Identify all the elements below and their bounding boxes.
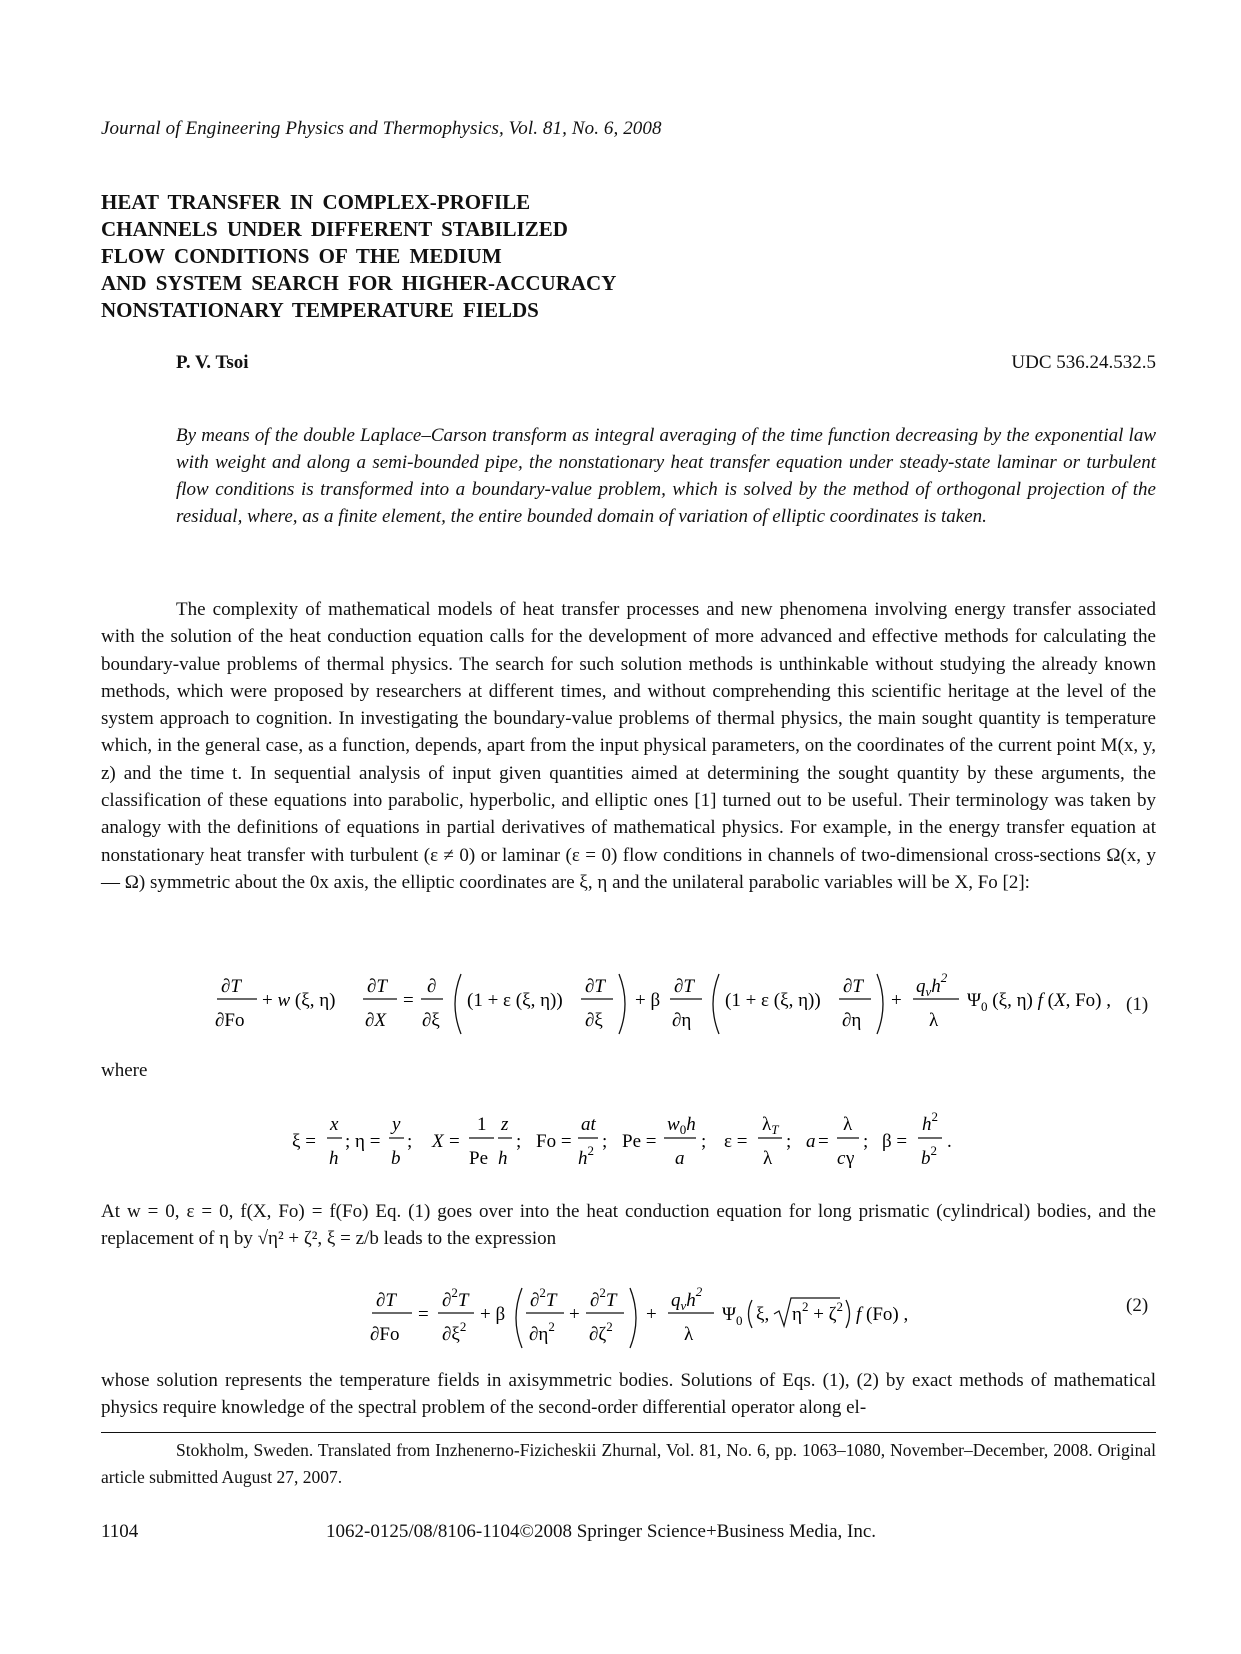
svg-text:∂T: ∂T xyxy=(221,976,241,997)
svg-text:;: ; xyxy=(786,1131,792,1152)
udc-code: UDC 536.24.532.5 xyxy=(1011,352,1156,373)
svg-text:f (Fo) ,: f (Fo) , xyxy=(856,1304,909,1325)
svg-text:∂T: ∂T xyxy=(843,976,863,997)
svg-text:+ w (ξ, η): + w (ξ, η) xyxy=(262,990,336,1011)
title-line: NONSTATIONARY TEMPERATURE FIELDS xyxy=(101,298,539,322)
svg-text:+: + xyxy=(569,1304,580,1325)
copyright-line: 1062-0125/08/8106-1104©2008 Springer Science+Business Media, Inc. xyxy=(326,1521,877,1542)
svg-text:w0h: $w_0h$ xyxy=(667,1114,696,1137)
svg-text:∂X: ∂X xyxy=(365,1010,386,1031)
svg-text:+ β: + β xyxy=(480,1304,506,1325)
svg-text:∂T: ∂T xyxy=(585,976,605,997)
svg-text:a: a xyxy=(675,1148,685,1169)
title-line: FLOW CONDITIONS OF THE MEDIUM xyxy=(101,244,502,268)
journal-header: Journal of Engineering Physics and Thermophysics, Vol. 81, No. 6, 2008 xyxy=(101,118,662,139)
paragraph-1: The complexity of mathematical models of heat transfer processes and new phenomena involving energy transfer associated with the solution of the heat conduction equation calls for the development of more advanced and effective methods for calculating the boundary-value problems of thermal physics. The search for such solution methods is unthinkable without studying the already known methods, which were proposed by researchers at different times, and without comprehending this scientific heritage at the level of the system approach to cognition. In investigating the boundary-value problems of thermal physics, the main sought quantity is temperature which, in the general case, as a function, depends, apart from the input physical parameters, on the coordinates of the current point M(x, y, z) and the time t. In sequential analysis of input given quantities aimed at determining the sought quantity by these arguments, the classification of these equations into parabolic, hyperbolic, and elliptic ones [1] turned out to be useful. Their terminology was taken by analogy with the definitions of equations in partial derivatives of mathematical physics. For example, in the energy transfer equation at nonstationary heat transfer with turbulent (ε ≠ 0) or laminar (ε = 0) flow conditions in channels of two-dimensional cross-sections Ω(x, y — Ω) symmetric about the 0x axis, the elliptic coordinates are ξ, η and the unilateral parabolic variables will be X, Fo [2]: xyxy=(101,599,1156,893)
footnote-divider xyxy=(101,1432,1156,1433)
svg-text:+: + xyxy=(891,990,902,1011)
svg-text:ξ,: ξ, xyxy=(756,1304,770,1325)
title-line: HEAT TRANSFER IN COMPLEX-PROFILE xyxy=(101,190,531,214)
svg-text:(1 + ε (ξ, η)): (1 + ε (ξ, η)) xyxy=(725,990,821,1011)
svg-text:∂ξ: ∂ξ xyxy=(422,1010,440,1031)
svg-text:∂: ∂ xyxy=(427,976,437,997)
author: P. V. Tsoi xyxy=(176,352,249,373)
abstract: By means of the double Laplace–Carson transform as integral averaging of the time function decreasing by the exponential law with weight and along a semi-bounded pipe, the nonstationary heat transfer equation under steady-state laminar or turbulent flow conditions is transformed into a boundary-value problem, which is solved by the method of orthogonal projection of the residual, where, as a finite element, the entire bounded domain of variation of elliptic coordinates is taken. xyxy=(176,425,1156,527)
title-line: CHANNELS UNDER DIFFERENT STABILIZED xyxy=(101,217,568,241)
svg-text:;: ; xyxy=(701,1131,707,1152)
svg-text:h2: $h^2$ xyxy=(578,1143,594,1169)
svg-text:x: x xyxy=(330,1114,339,1135)
equation-2-number: (2) xyxy=(1126,1295,1149,1316)
svg-text:Pe =: Pe = xyxy=(622,1131,657,1152)
svg-text:∂ζ2: $\partial\zeta^2$ xyxy=(589,1319,613,1345)
svg-text:b: b xyxy=(391,1148,401,1169)
svg-text:h2: $h^2$ xyxy=(922,1109,938,1135)
svg-text:=: = xyxy=(449,1131,460,1152)
svg-text:∂Fo: ∂Fo xyxy=(370,1324,400,1345)
svg-text:=: = xyxy=(418,1304,429,1325)
svg-text:∂η2: $\partial\eta^2$ xyxy=(529,1319,555,1345)
svg-text:qvh2: $q_vh^2$ xyxy=(671,1284,703,1313)
svg-text:;: ; xyxy=(516,1131,522,1152)
svg-text:+: + xyxy=(646,1304,657,1325)
svg-text:qvh2: $q_vh^2$ xyxy=(916,970,948,999)
svg-text:∂ξ2: $\partial\xi^2$ xyxy=(442,1319,467,1345)
svg-text:λ: λ xyxy=(843,1114,853,1135)
paragraph-3: whose solution represents the temperature fields in axisymmetric bodies. Solutions of Eqs. (1), (2) by exact methods of mathematical physics require knowledge of the spectral problem of the second-order differential operator along el- xyxy=(101,1370,1156,1419)
svg-text:λ: λ xyxy=(684,1324,694,1345)
where-label: where xyxy=(101,1060,148,1081)
svg-text:=: = xyxy=(818,1131,829,1152)
svg-text:∂2T: ∂$^2$T xyxy=(442,1285,469,1311)
paragraph-2: At w = 0, ε = 0, f(X, Fo) = f(Fo) Eq. (1) goes over into the heat conduction equation for long prismatic (cylindrical) bodies, and the replacement of η by √η² + ζ², ξ = z/b leads to the expression xyxy=(101,1201,1156,1250)
title-line: AND SYSTEM SEARCH FOR HIGHER-ACCURACY xyxy=(101,271,617,295)
svg-text:1: 1 xyxy=(477,1114,487,1135)
svg-text:η2 + ζ2: $\eta^2 + \zeta^2$ xyxy=(792,1299,844,1325)
svg-text:.: . xyxy=(947,1131,952,1152)
svg-text:β =: β = xyxy=(882,1131,908,1152)
svg-text:ξ =: ξ = xyxy=(292,1131,316,1152)
svg-text:∂T: ∂T xyxy=(367,976,387,997)
svg-text:h: h xyxy=(329,1148,339,1169)
svg-text:Pe: Pe xyxy=(469,1148,488,1169)
svg-text:z: z xyxy=(501,1114,509,1135)
svg-text:∂ξ: ∂ξ xyxy=(585,1010,603,1031)
svg-text:=: = xyxy=(403,990,414,1011)
svg-text:;: ; xyxy=(863,1131,869,1152)
svg-text:X: X xyxy=(432,1131,444,1152)
svg-text:y: y xyxy=(392,1114,401,1135)
svg-text:Ψ0: $\Psi_0$ xyxy=(722,1304,743,1328)
svg-text:∂T: ∂T xyxy=(674,976,694,997)
svg-text:ε =: ε = xyxy=(724,1131,748,1152)
svg-text:γ: γ xyxy=(846,1148,855,1169)
svg-text:a: a xyxy=(806,1131,816,1152)
svg-text:∂η: ∂η xyxy=(672,1010,692,1031)
equation-1 xyxy=(215,968,1111,1048)
svg-text:∂T: ∂T xyxy=(376,1290,396,1311)
svg-text:b2: $b^2$ xyxy=(921,1143,937,1169)
svg-text:λT: $\lambda_T$ xyxy=(762,1114,779,1137)
svg-text:∂Fo: ∂Fo xyxy=(215,1010,245,1031)
svg-text:c: c xyxy=(837,1148,846,1169)
svg-text:(1 + ε (ξ, η)): (1 + ε (ξ, η)) xyxy=(467,990,563,1011)
paper-title xyxy=(101,189,801,324)
svg-text:∂2T: ∂$^2$T xyxy=(530,1285,557,1311)
svg-text:λ: λ xyxy=(763,1148,773,1169)
svg-text:;: ; xyxy=(407,1131,413,1152)
svg-text:∂η: ∂η xyxy=(842,1010,862,1031)
variable-definitions xyxy=(292,1110,992,1180)
svg-text:at: at xyxy=(581,1114,596,1135)
footnote: Stokholm, Sweden. Translated from Inzhenerno-Fizicheskii Zhurnal, Vol. 81, No. 6, pp. 1063–1080, November–December, 2008. Original article submitted August 27, 2007. xyxy=(101,1440,1156,1487)
svg-text:;: ; xyxy=(602,1131,608,1152)
svg-text:+ β: + β xyxy=(635,990,661,1011)
equation-1-number: (1) xyxy=(1126,994,1149,1015)
svg-text:h: h xyxy=(498,1148,508,1169)
svg-text:λ: λ xyxy=(929,1010,939,1031)
page-number: 1104 xyxy=(101,1521,139,1542)
equation-2 xyxy=(370,1282,930,1362)
svg-text:; η =: ; η = xyxy=(345,1131,381,1152)
svg-text:Fo =: Fo = xyxy=(536,1131,572,1152)
svg-text:∂2T: ∂$^2$T xyxy=(590,1285,617,1311)
svg-text:Ψ0 (ξ, η) f (X, Fo) ,: $\Psi_0$ (ξ, η) f (X, Fo) , xyxy=(967,990,1111,1014)
